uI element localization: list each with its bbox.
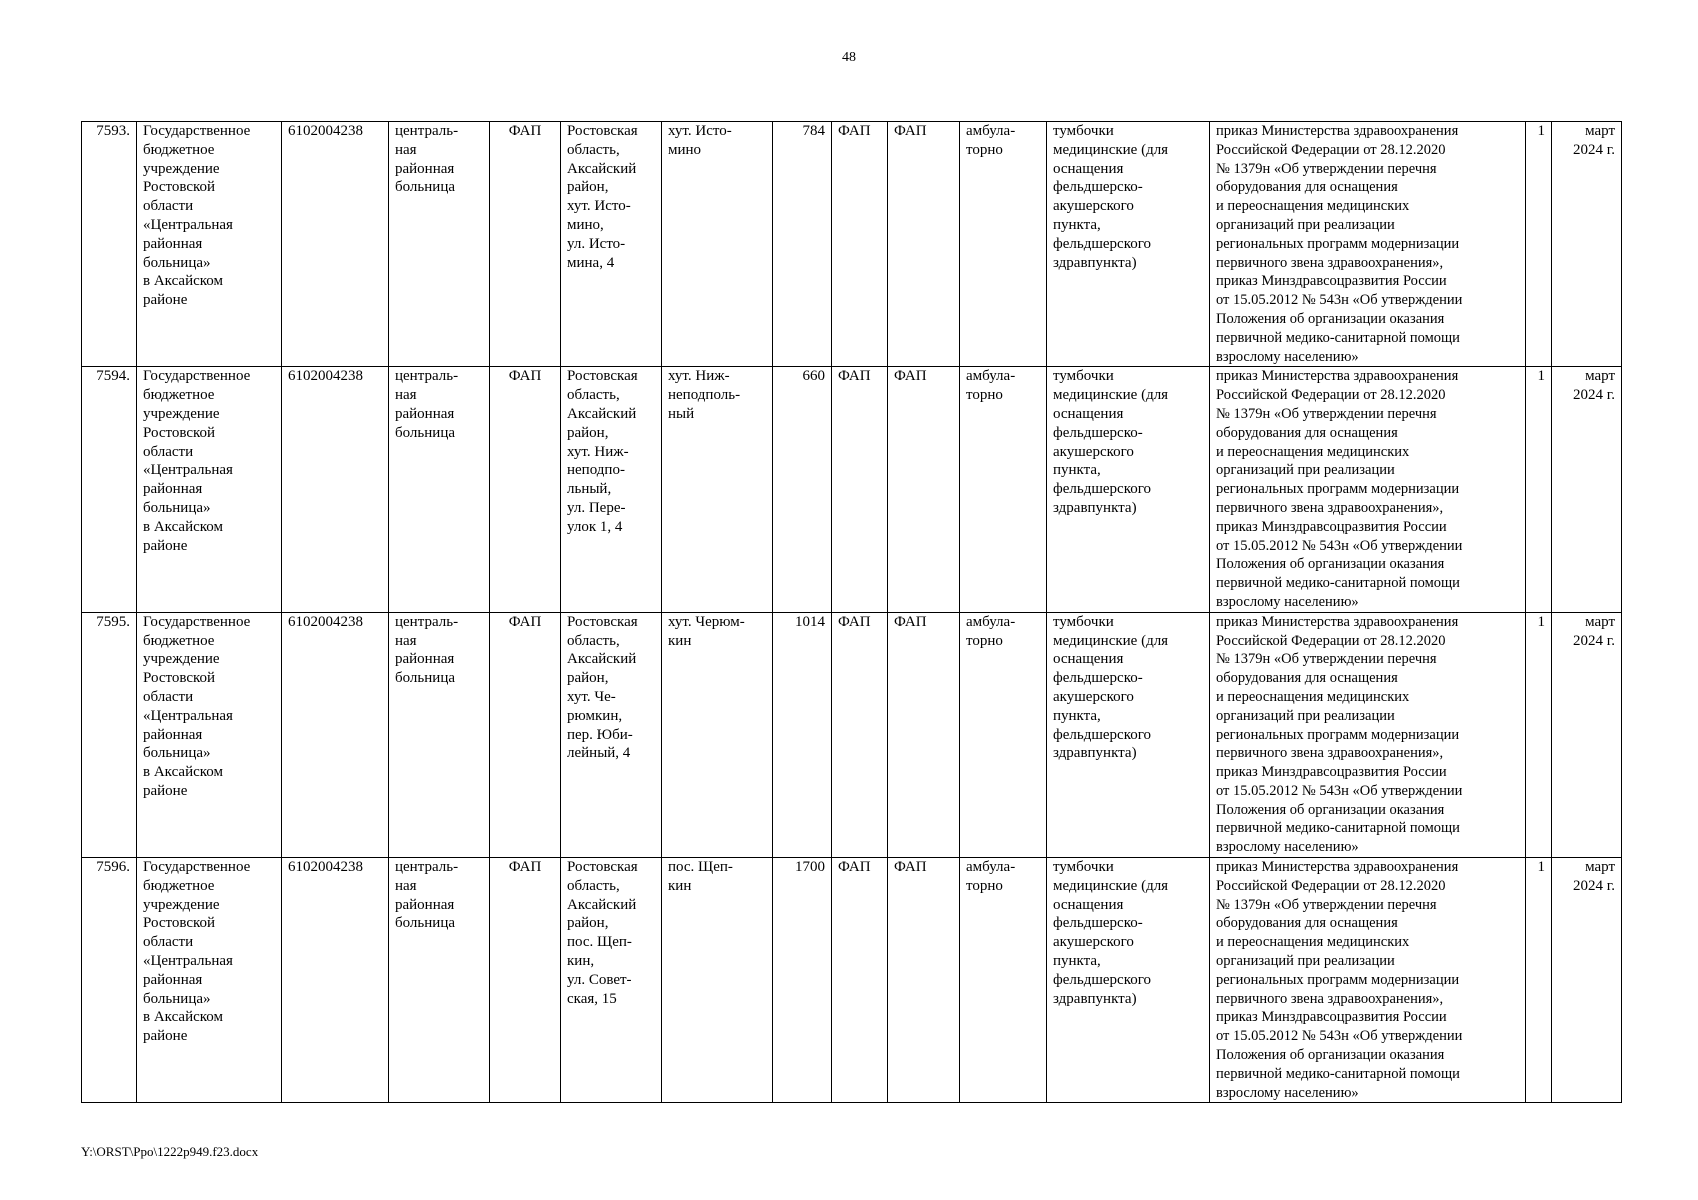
organization-name: Государственное бюджетное учреждение Ростовской области «Центральная районная больница» в Аксайском районе <box>137 858 282 1103</box>
unit-subtype: ФАП <box>888 367 960 612</box>
unit-subtype: ФАП <box>888 122 960 367</box>
unit-subtype: ФАП <box>888 612 960 857</box>
settlement: пос. Щеп- кин <box>662 858 773 1103</box>
population: 1014 <box>773 612 832 857</box>
unit-type: ФАП <box>832 858 888 1103</box>
care-conditions: амбула- торно <box>960 858 1047 1103</box>
legal-basis: приказ Министерства здравоохранения Российской Федерации от 28.12.2020 № 1379н «Об утверждении перечня оборудования для оснащения и переоснащения медицинских организаций при реализации региональных программ модернизации первичного звена здравоохранения», приказ Минздравсоцразвития России от 15.05.2012 № 543н «Об утверждении Положения об организации оказания первичной медико-санитарной помощи взрослому населению» <box>1210 858 1526 1103</box>
facility-form: ФАП <box>490 858 561 1103</box>
facility-address: Ростовская область, Аксайский район, хут. Исто- мино, ул. Исто- мина, 4 <box>561 122 662 367</box>
row-number: 7594. <box>82 367 137 612</box>
organization-name: Государственное бюджетное учреждение Ростовской области «Центральная районная больница» в Аксайском районе <box>137 367 282 612</box>
equipment-name: тумбочки медицинские (для оснащения фельдшерско- акушерского пункта, фельдшерского здравпункта) <box>1047 367 1210 612</box>
settlement: хут. Черюм- кин <box>662 612 773 857</box>
population: 784 <box>773 122 832 367</box>
document-path-footer: Y:\ORST\Ppo\1222p949.f23.docx <box>81 1144 259 1159</box>
inn: 6102004238 <box>282 367 389 612</box>
organization-type: централь- ная районная больница <box>389 367 490 612</box>
organization-type: централь- ная районная больница <box>389 122 490 367</box>
equipment-name: тумбочки медицинские (для оснащения фельдшерско- акушерского пункта, фельдшерского здравпункта) <box>1047 858 1210 1103</box>
delivery-date: март 2024 г. <box>1552 612 1622 857</box>
organization-type: централь- ная районная больница <box>389 612 490 857</box>
equipment-name: тумбочки медицинские (для оснащения фельдшерско- акушерского пункта, фельдшерского здравпункта) <box>1047 122 1210 367</box>
quantity: 1 <box>1526 122 1552 367</box>
table-row <box>82 612 1622 857</box>
inn: 6102004238 <box>282 612 389 857</box>
quantity: 1 <box>1526 858 1552 1103</box>
facility-address: Ростовская область, Аксайский район, хут. Че- рюмкин, пер. Юби- лейный, 4 <box>561 612 662 857</box>
organization-name: Государственное бюджетное учреждение Ростовской области «Центральная районная больница» в Аксайском районе <box>137 612 282 857</box>
quantity: 1 <box>1526 367 1552 612</box>
table-row <box>82 122 1622 367</box>
facility-form: ФАП <box>490 122 561 367</box>
care-conditions: амбула- торно <box>960 122 1047 367</box>
care-conditions: амбула- торно <box>960 612 1047 857</box>
page-number: 48 <box>842 50 856 65</box>
population: 1700 <box>773 858 832 1103</box>
inn: 6102004238 <box>282 858 389 1103</box>
delivery-date: март 2024 г. <box>1552 858 1622 1103</box>
settlement: хут. Ниж- неподполь- ный <box>662 367 773 612</box>
facility-address: Ростовская область, Аксайский район, хут. Ниж- неподпо- льный, ул. Пере- улок 1, 4 <box>561 367 662 612</box>
equipment-name: тумбочки медицинские (для оснащения фельдшерско- акушерского пункта, фельдшерского здравпункта) <box>1047 612 1210 857</box>
facility-form: ФАП <box>490 612 561 857</box>
facility-form: ФАП <box>490 367 561 612</box>
inn: 6102004238 <box>282 122 389 367</box>
delivery-date: март 2024 г. <box>1552 367 1622 612</box>
row-number: 7593. <box>82 122 137 367</box>
table-row <box>82 858 1622 1103</box>
care-conditions: амбула- торно <box>960 367 1047 612</box>
unit-type: ФАП <box>832 612 888 857</box>
row-number: 7595. <box>82 612 137 857</box>
unit-type: ФАП <box>832 122 888 367</box>
legal-basis: приказ Министерства здравоохранения Российской Федерации от 28.12.2020 № 1379н «Об утверждении перечня оборудования для оснащения и переоснащения медицинских организаций при реализации региональных программ модернизации первичного звена здравоохранения», приказ Минздравсоцразвития России от 15.05.2012 № 543н «Об утверждении Положения об организации оказания первичной медико-санитарной помощи взрослому населению» <box>1210 122 1526 367</box>
equipment-table <box>81 121 1622 1103</box>
quantity: 1 <box>1526 612 1552 857</box>
delivery-date: март 2024 г. <box>1552 122 1622 367</box>
unit-subtype: ФАП <box>888 858 960 1103</box>
facility-address: Ростовская область, Аксайский район, пос. Щеп- кин, ул. Совет- ская, 15 <box>561 858 662 1103</box>
legal-basis: приказ Министерства здравоохранения Российской Федерации от 28.12.2020 № 1379н «Об утверждении перечня оборудования для оснащения и переоснащения медицинских организаций при реализации региональных программ модернизации первичного звена здравоохранения», приказ Минздравсоцразвития России от 15.05.2012 № 543н «Об утверждении Положения об организации оказания первичной медико-санитарной помощи взрослому населению» <box>1210 612 1526 857</box>
organization-type: централь- ная районная больница <box>389 858 490 1103</box>
population: 660 <box>773 367 832 612</box>
unit-type: ФАП <box>832 367 888 612</box>
table-row <box>82 367 1622 612</box>
row-number: 7596. <box>82 858 137 1103</box>
organization-name: Государственное бюджетное учреждение Ростовской области «Центральная районная больница» в Аксайском районе <box>137 122 282 367</box>
legal-basis: приказ Министерства здравоохранения Российской Федерации от 28.12.2020 № 1379н «Об утверждении перечня оборудования для оснащения и переоснащения медицинских организаций при реализации региональных программ модернизации первичного звена здравоохранения», приказ Минздравсоцразвития России от 15.05.2012 № 543н «Об утверждении Положения об организации оказания первичной медико-санитарной помощи взрослому населению» <box>1210 367 1526 612</box>
settlement: хут. Исто- мино <box>662 122 773 367</box>
